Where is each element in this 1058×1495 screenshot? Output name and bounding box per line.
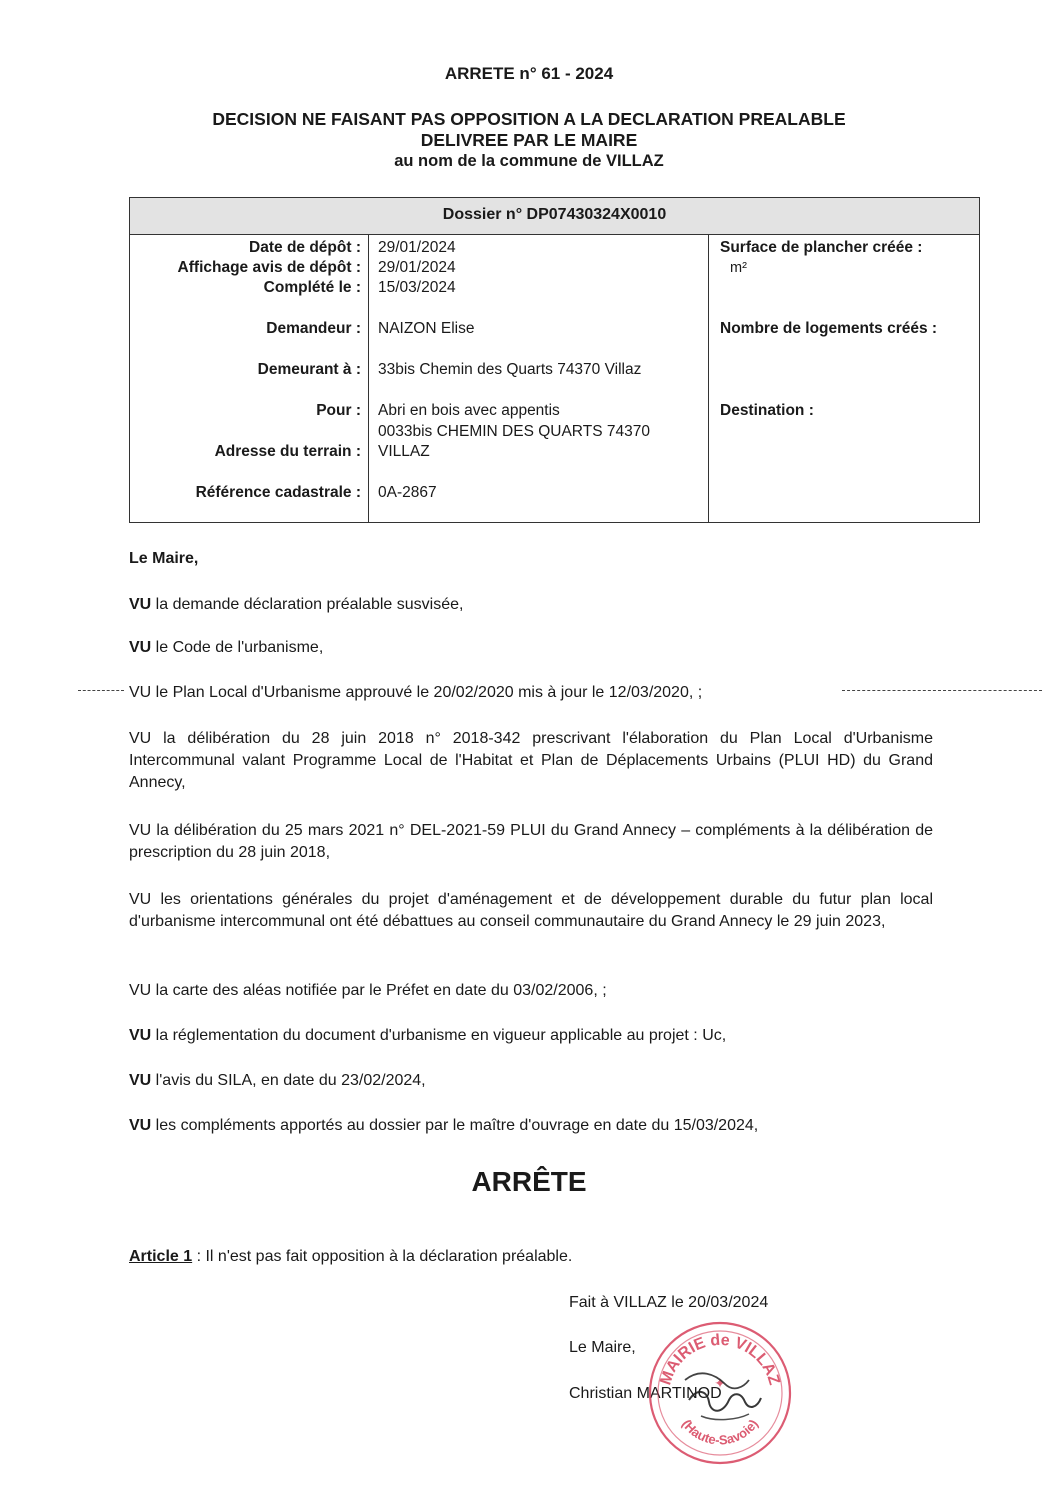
signatory-name: Christian MARTINOD [569, 1385, 722, 1402]
vu-text: le Code de l'urbanisme, [151, 639, 324, 656]
value-date-depot: 29/01/2024 [378, 239, 456, 256]
label-complete: Complété le : [263, 279, 361, 296]
svg-text:(Haute-Savoie) [679, 1417, 761, 1448]
vu-keyword: VU [129, 1117, 152, 1134]
vu-paragraph-3: VU le Plan Local d'Urbanisme approuvé le 20/02/2020 mis à jour le 12/03/2020, ; [129, 684, 703, 701]
signature-le-maire: Le Maire, [569, 1339, 636, 1356]
decision-line-1: DECISION NE FAISANT PAS OPPOSITION A LA DECLARATION PREALABLE [212, 109, 846, 129]
label-destination: Destination : [720, 402, 814, 419]
value-adresse-line-1: 0033bis CHEMIN DES QUARTS 74370 [378, 423, 650, 440]
column-divider-1 [368, 234, 369, 522]
vu-paragraph-6: VU les orientations générales du projet d'aménagement et de développement durable du futur plan local d'urbanisme intercommunal ont été débattues au conseil communautaire du Grand Annecy le 29 juin 2023, [129, 891, 933, 930]
label-demandeur: Demandeur : [266, 320, 361, 337]
dossier-title: Dossier n° DP07430324X0010 [130, 198, 979, 235]
svg-text:✦: ✦ [714, 1375, 726, 1391]
vu-text: l'avis du SILA, en date du 23/02/2024, [151, 1072, 426, 1089]
value-reference: 0A-2867 [378, 484, 437, 501]
label-date-depot: Date de dépôt : [249, 239, 361, 256]
label-reference: Référence cadastrale : [195, 484, 361, 501]
article-1 [129, 1246, 933, 1268]
le-maire-heading: Le Maire, [129, 550, 199, 567]
vu-keyword: VU [129, 596, 152, 613]
vu-paragraph-4: VU la délibération du 28 juin 2018 n° 2018-342 prescrivant l'élaboration du Plan Local d'Urbanisme Intercommunal valant Programme Local de l'Habitat et Plan de Déplacements Urbains (PLUI HD) du Grand Annecy, [129, 730, 933, 791]
vu-paragraph-5: VU la délibération du 25 mars 2021 n° DEL-2021-59 PLUI du Grand Annecy – compléments à la délibération de prescription du 28 juin 2018, [129, 822, 933, 861]
vu-keyword: VU [129, 639, 152, 656]
surface-unit: m² [730, 260, 747, 276]
vu-paragraph-2 [129, 637, 933, 659]
value-demeurant: 33bis Chemin des Quarts 74370 Villaz [378, 361, 642, 378]
label-surface: Surface de plancher créée : [720, 239, 923, 256]
vu-paragraph-9 [129, 1070, 933, 1092]
value-complete: 15/03/2024 [378, 279, 456, 296]
vu-keyword: VU [129, 1072, 152, 1089]
vu-keyword: VU [129, 1027, 152, 1044]
value-pour: Abri en bois avec appentis [378, 402, 560, 419]
arrete-title: ARRÊTE [471, 1166, 587, 1197]
arrete-number: ARRETE n° 61 - 2024 [444, 64, 614, 83]
column-divider-2 [708, 234, 709, 522]
label-demeurant: Demeurant à : [257, 361, 361, 378]
value-affichage: 29/01/2024 [378, 259, 456, 276]
fait-a: Fait à VILLAZ le 20/03/2024 [569, 1294, 769, 1311]
decision-title [0, 109, 1058, 151]
vu-paragraph-8 [129, 1025, 933, 1047]
label-pour: Pour : [316, 402, 361, 419]
stamp-text-bottom: (Haute-Savoie) [679, 1416, 761, 1448]
article-text: : Il n'est pas fait opposition à la déclaration préalable. [192, 1248, 573, 1265]
vu-paragraph-10 [129, 1115, 933, 1137]
vu-paragraph-1 [129, 594, 933, 616]
stamp-text-top: MAIRIE de VILLAZ [657, 1331, 783, 1388]
dossier-box [129, 197, 980, 523]
dossier-labels [130, 198, 361, 522]
vu-text: les compléments apportés au dossier par le maître d'ouvrage en date du 15/03/2024, [151, 1117, 759, 1134]
decision-line-2: DELIVREE PAR LE MAIRE [420, 130, 638, 150]
margin-dash-left [78, 690, 124, 691]
vu-paragraph-7: VU la carte des aléas notifiée par le Préfet en date du 03/02/2006, ; [129, 982, 607, 999]
stamp-seal-icon [645, 1318, 795, 1468]
mairie-stamp [645, 1318, 795, 1468]
article-label: Article 1 [129, 1248, 193, 1265]
vu-text: la demande déclaration préalable susvisée, [151, 596, 464, 613]
commune-line: au nom de la commune de VILLAZ [394, 152, 664, 170]
label-affichage: Affichage avis de dépôt : [177, 259, 361, 276]
label-logements: Nombre de logements créés : [720, 320, 938, 337]
value-adresse-line-2: VILLAZ [378, 443, 430, 460]
vu-text: la réglementation du document d'urbanisme en vigueur applicable au projet : Uc, [151, 1027, 727, 1044]
value-demandeur: NAIZON Elise [378, 320, 475, 337]
label-adresse: Adresse du terrain : [214, 443, 361, 460]
